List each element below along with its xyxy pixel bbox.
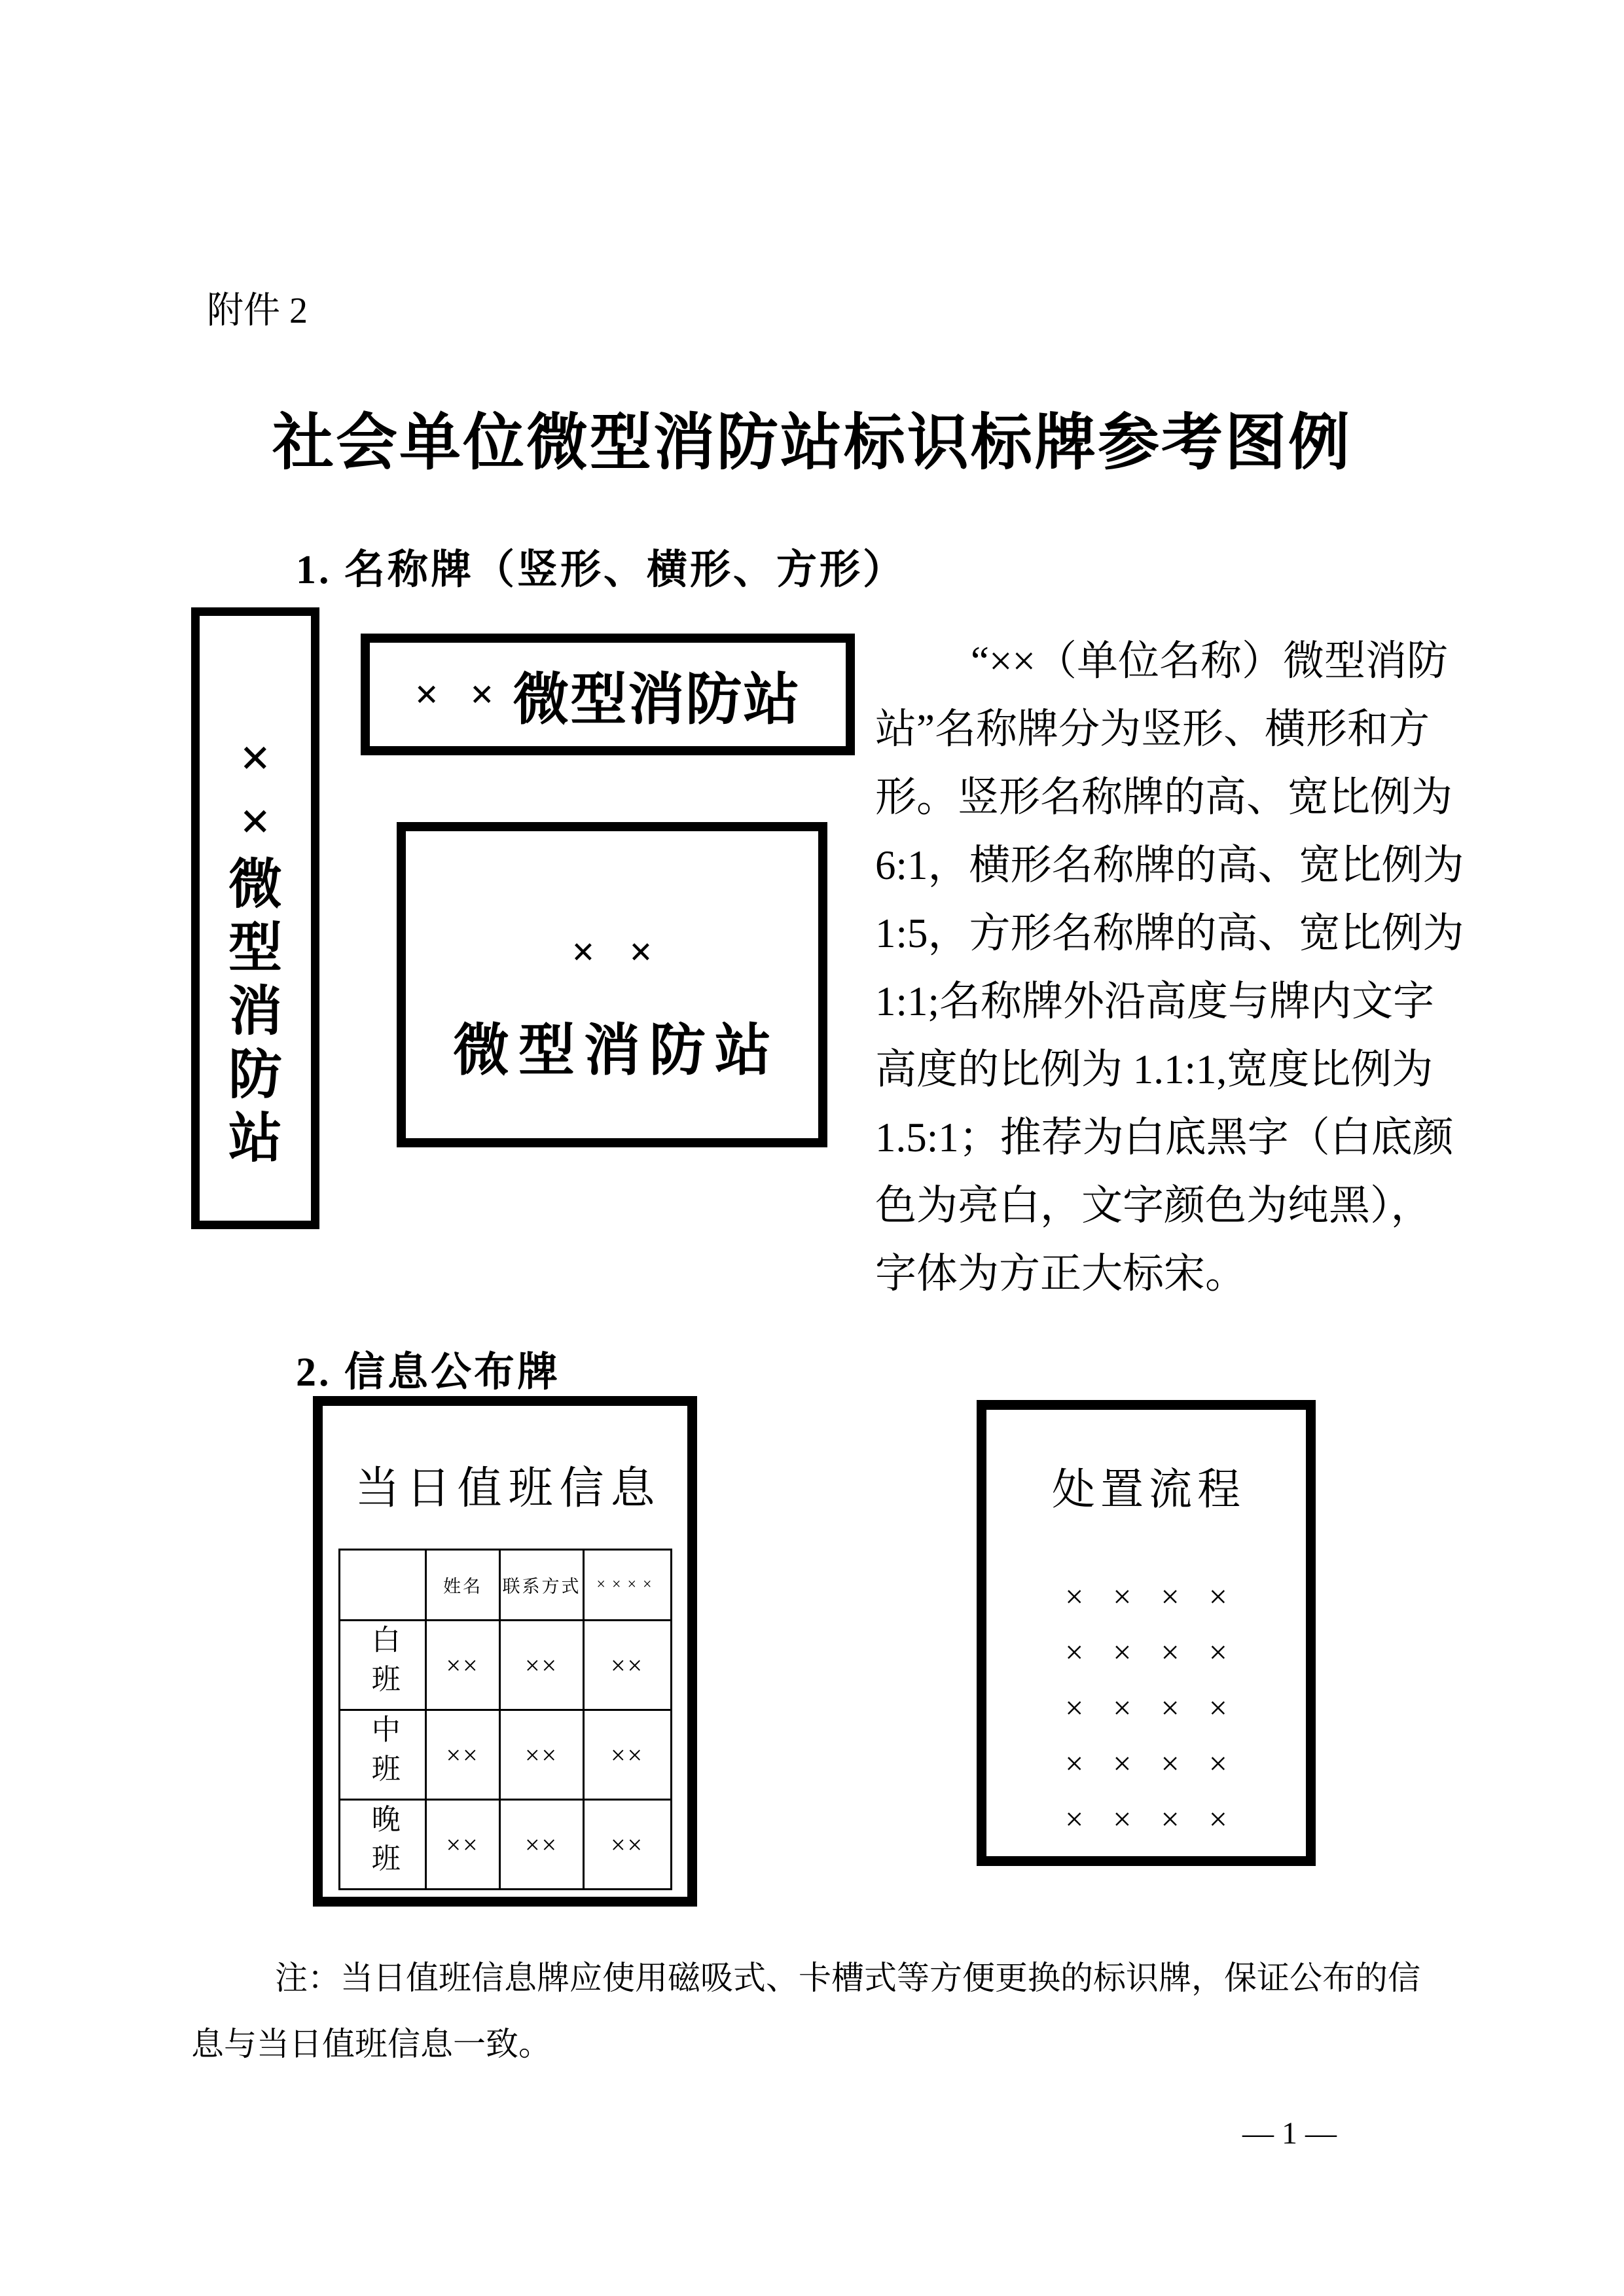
description-line: 站”名称牌分为竖形、横形和方	[875, 706, 1430, 752]
duty-table	[338, 1549, 672, 1890]
process-row: ××××	[1065, 1689, 1257, 1726]
description-line: 1.5:1；推荐为白底黑字（白底颜	[875, 1115, 1454, 1160]
document-title: 社会单位微型消防站标识标牌参考图例	[272, 409, 1352, 477]
square-sign-prefix: ××	[571, 930, 687, 975]
square-sign-name: 微型消防站	[453, 1019, 780, 1082]
duty-cell: ××	[584, 1621, 672, 1710]
duty-cell: ××	[426, 1710, 500, 1800]
duty-table-header-contact: 联系方式	[500, 1550, 584, 1621]
vertical-sign-char: 消	[228, 982, 282, 1041]
duty-table-row-middle	[340, 1710, 672, 1800]
vertical-name-sign	[191, 607, 319, 1229]
process-board-content	[986, 1569, 1306, 1847]
vertical-sign-char: 防	[228, 1045, 282, 1105]
description-line: 1:1;名称牌外沿高度与牌内文字	[875, 978, 1435, 1024]
duty-cell: ××	[500, 1621, 584, 1710]
vertical-sign-char: ×	[240, 728, 271, 787]
vertical-sign-char: 站	[228, 1109, 282, 1168]
description-line: 1:5，方形名称牌的高、宽比例为	[875, 910, 1464, 956]
duty-table-header-empty	[340, 1550, 426, 1621]
duty-cell: ××	[584, 1800, 672, 1890]
duty-cell: ××	[584, 1710, 672, 1800]
horizontal-sign-prefix: ××	[414, 671, 526, 717]
name-sign-description	[875, 627, 1464, 1308]
process-row: ××××	[1065, 1634, 1257, 1670]
process-row: ××××	[1065, 1578, 1257, 1615]
shift-label: 白班	[367, 1624, 399, 1703]
duty-table-row-night	[340, 1800, 672, 1890]
shift-label: 晚班	[367, 1803, 399, 1882]
horizontal-name-sign	[361, 634, 855, 755]
process-row: ××××	[1065, 1801, 1257, 1837]
description-line: 高度的比例为 1.1:1,宽度比例为	[875, 1047, 1434, 1092]
shift-label-cell	[340, 1800, 426, 1890]
duty-table-header-name: 姓名	[426, 1550, 500, 1621]
vertical-name-sign-text	[200, 616, 311, 1170]
duty-table-header-row	[340, 1550, 672, 1621]
note	[191, 1945, 1448, 2077]
process-board-title: 处置流程	[1052, 1466, 1246, 1514]
description-line: 色为亮白，文字颜色为纯黑），	[875, 1183, 1432, 1229]
duty-cell: ××	[426, 1800, 500, 1890]
note-line: 息与当日值班信息一致。	[191, 2026, 551, 2062]
square-name-sign	[397, 822, 827, 1147]
attachment-label: 附件 2	[207, 291, 308, 331]
vertical-sign-char: 微	[228, 855, 282, 914]
section-2-heading: 2. 信息公布牌	[296, 1350, 561, 1395]
duty-cell: ××	[500, 1710, 584, 1800]
shift-label-cell	[340, 1621, 426, 1710]
description-line: 字体为方正大标宋。	[875, 1251, 1246, 1297]
process-board	[977, 1400, 1316, 1866]
description-line: 6:1，横形名称牌的高、宽比例为	[875, 842, 1464, 888]
description-line: 形。竖形名称牌的高、宽比例为	[875, 774, 1453, 820]
duty-cell: ××	[426, 1621, 500, 1710]
process-row: ××××	[1065, 1745, 1257, 1782]
vertical-sign-char: ×	[240, 791, 271, 851]
vertical-sign-char: 型	[228, 918, 282, 978]
duty-info-board	[313, 1396, 697, 1907]
page-number: — 1 —	[1242, 2116, 1337, 2151]
note-line: 注：当日值班信息牌应使用磁吸式、卡槽式等方便更换的标识牌，保证公布的信	[275, 1960, 1420, 1996]
duty-table-header-other: ××××	[584, 1550, 672, 1621]
shift-label: 中班	[367, 1713, 399, 1793]
duty-board-title: 当日值班信息	[355, 1463, 662, 1513]
duty-cell: ××	[500, 1800, 584, 1890]
duty-table-row-day	[340, 1621, 672, 1710]
section-1-heading: 1. 名称牌（竖形、横形、方形）	[296, 548, 907, 592]
horizontal-sign-name: 微型消防站	[513, 668, 801, 731]
description-line: “××（单位名称）微型消防	[971, 638, 1449, 684]
shift-label-cell	[340, 1710, 426, 1800]
